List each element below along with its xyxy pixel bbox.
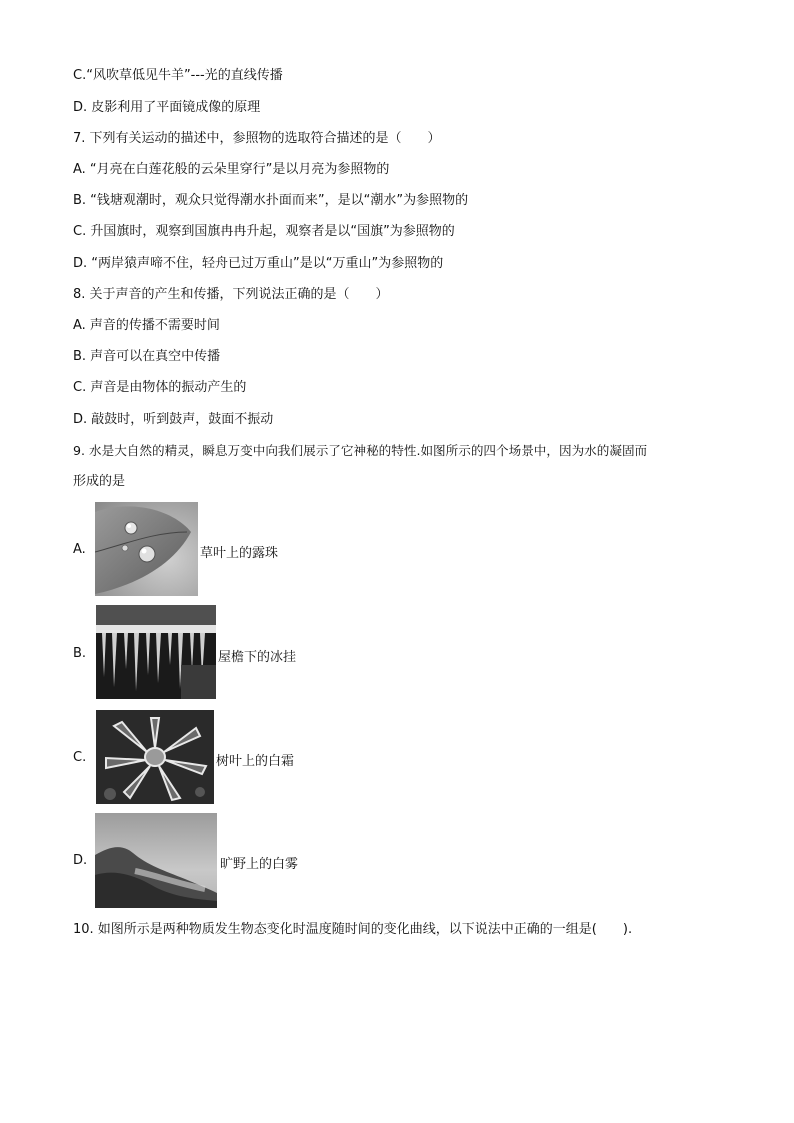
q6-option-c: C.“风吹草低见牛羊”---光的直线传播 — [73, 68, 283, 83]
question-9-line1: 9. 水是大自然的精灵，瞬息万变中向我们展示了它神秘的特性.如图所示的四个场景中，因为水的凝固而 — [73, 443, 648, 458]
q8-option-a: A. 声音的传播不需要时间 — [73, 318, 220, 333]
q9-option-d-label: D. — [73, 853, 88, 868]
question-9-line2: 形成的是 — [73, 474, 126, 489]
q8-option-d: D. 敲鼓时，听到鼓声，鼓面不振动 — [73, 412, 274, 427]
q9-option-c-label: C. — [73, 750, 87, 765]
question-7: 7. 下列有关运动的描述中，参照物的选取符合描述的是（ ） — [73, 131, 441, 146]
icicles-image — [96, 605, 216, 699]
q8-option-b: B. 声音可以在真空中传播 — [73, 349, 221, 364]
q9-option-a-label: A. — [73, 542, 86, 557]
frost-leaves-image — [96, 710, 214, 804]
q7-option-b: B. “钱塘观潮时，观众只觉得潮水扑面而来”，是以“潮水”为参照物的 — [73, 193, 469, 208]
q9-option-d-caption: 旷野上的白雾 — [220, 857, 299, 872]
q9-option-a-caption: 草叶上的露珠 — [200, 546, 279, 561]
q9-option-b-caption: 屋檐下的冰挂 — [218, 650, 297, 665]
fog-field-image — [95, 813, 217, 908]
q9-option-b-label: B. — [73, 646, 87, 661]
q7-option-a: A. “月亮在白莲花般的云朵里穿行”是以月亮为参照物的 — [73, 162, 390, 177]
dew-on-leaf-image — [95, 502, 198, 596]
q9-option-c-caption: 树叶上的白霜 — [216, 754, 295, 769]
question-10: 10. 如图所示是两种物质发生物态变化时温度随时间的变化曲线，以下说法中正确的一组是( ). — [73, 922, 633, 937]
q7-option-c: C. 升国旗时，观察到国旗冉冉升起，观察者是以“国旗”为参照物的 — [73, 224, 455, 239]
question-8: 8. 关于声音的产生和传播，下列说法正确的是（ ） — [73, 287, 389, 302]
q8-option-c: C. 声音是由物体的振动产生的 — [73, 380, 247, 395]
q6-option-d: D. 皮影利用了平面镜成像的原理 — [73, 100, 261, 115]
q7-option-d: D. “两岸猿声啼不住，轻舟已过万重山”是以“万重山”为参照物的 — [73, 256, 444, 271]
